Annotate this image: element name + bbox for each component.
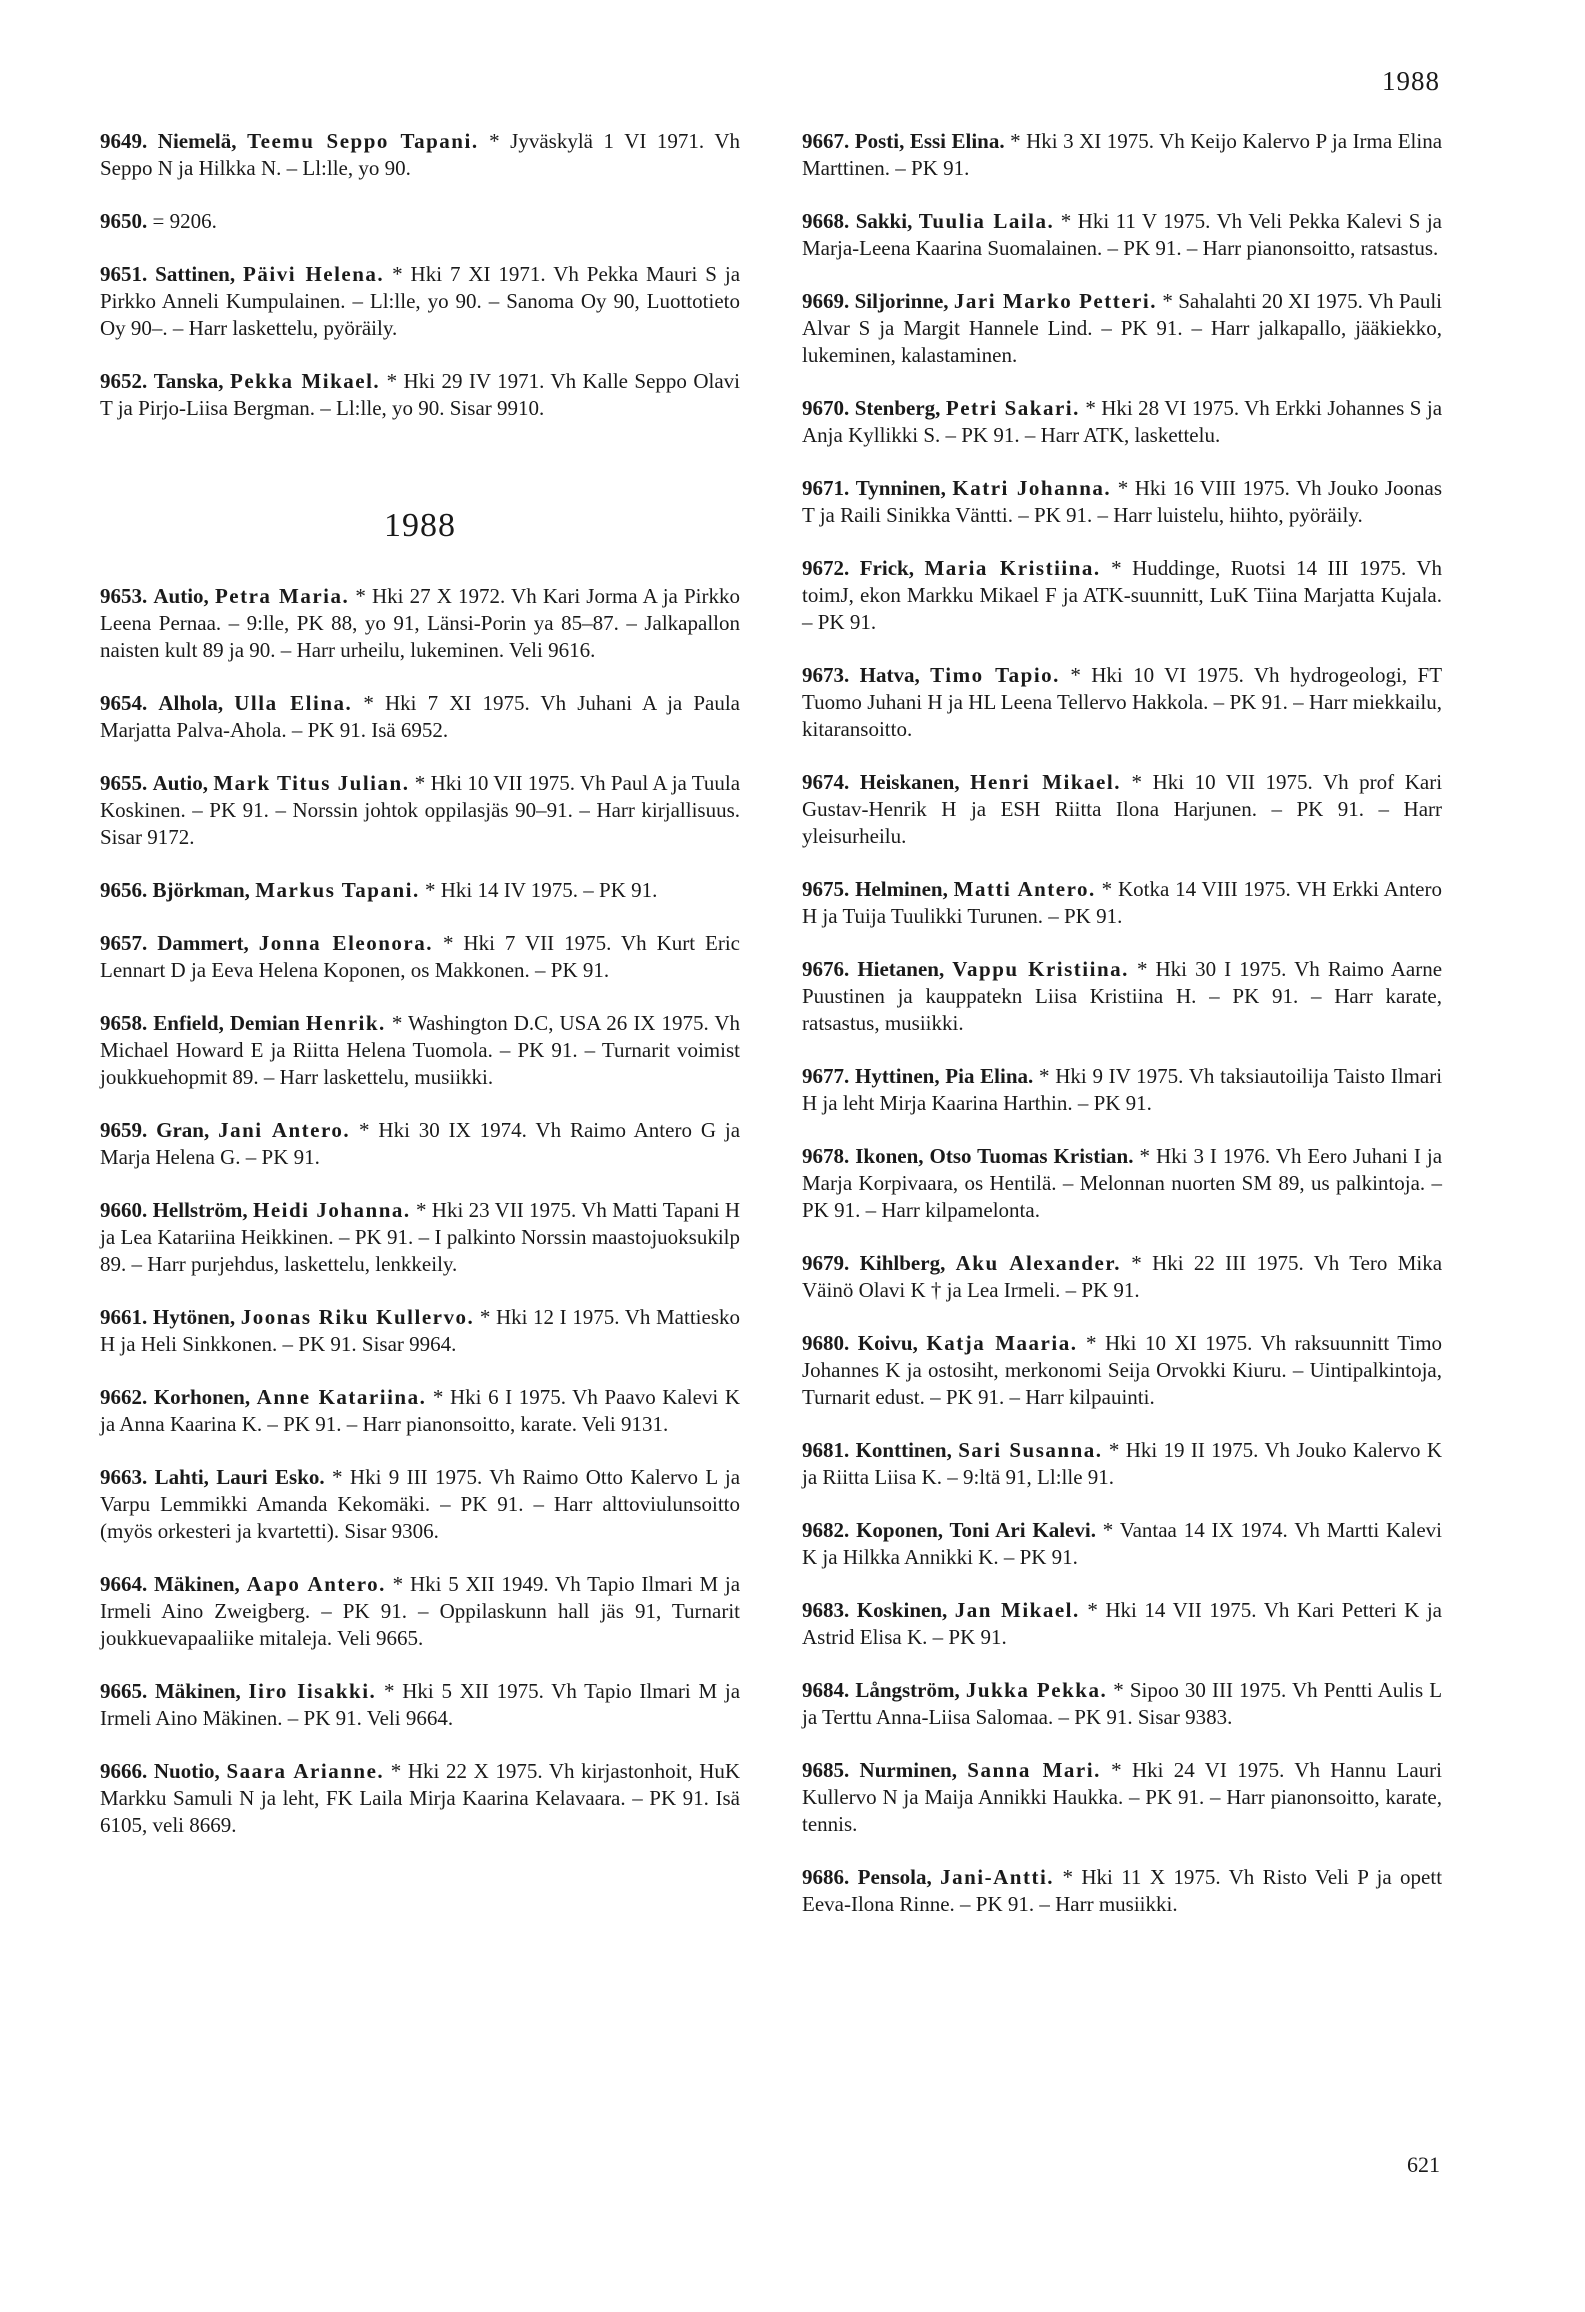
entry-given-names: Saara Arianne. — [226, 1759, 385, 1783]
register-entry — [100, 1571, 740, 1652]
entry-details: * Hki 27 X 1972. Vh Kari Jorma A ja Pirkko Leena Pernaa. – 9:lle, PK 88, yo 91, Länsi-Porin ya 85–87. – Jalkapallon naisten kult 89 ja 90. – Harr urheilu, lukeminen. Veli 9616. — [100, 584, 740, 662]
entry-surname: Helminen, — [855, 877, 948, 901]
entry-given-names: Henrik. — [305, 1011, 386, 1035]
entry-surname: Kihlberg, — [859, 1251, 946, 1275]
left-column — [100, 128, 740, 1865]
entry-number: 9674. — [802, 770, 850, 794]
entry-given-names: Aku Alexander. — [955, 1251, 1121, 1275]
entry-details: * Hki 11 X 1975. Vh Risto Veli P ja opett Eeva-Ilona Rinne. – PK 91. – Harr musiikki. — [802, 1865, 1443, 1916]
entry-details: * Hki 3 I 1976. Vh Eero Juhani I ja Marja Korpivaara, os Hentilä. – Melonnan nuorten SM 89, us palkintoja. – PK 91. – Harr kilpamelonta. — [802, 1144, 1443, 1222]
entry-surname: Hyttinen, Pia Elina. — [854, 1064, 1034, 1088]
entry-details: * Hki 5 XII 1949. Vh Tapio Ilmari M ja Irmeli Aino Zweigberg. – PK 91. – Oppilaskunn hall jäs 91, Turnarit joukkuevapaaliike mitaleja. Veli 9665. — [100, 1572, 741, 1650]
entry-surname: Lahti, Lauri Esko. — [154, 1465, 325, 1489]
entry-surname: Nurminen, — [859, 1758, 957, 1782]
register-entry — [100, 1010, 740, 1091]
entry-surname: Hietanen, — [857, 957, 945, 981]
entry-given-names: Matti Antero. — [953, 877, 1096, 901]
entry-given-names: Maria Kristiina. — [924, 556, 1101, 580]
entry-given-names: Ulla Elina. — [234, 691, 353, 715]
register-entry — [802, 475, 1442, 529]
entry-number: 9666. — [100, 1759, 148, 1783]
register-entry — [100, 208, 740, 235]
register-entry — [100, 690, 740, 744]
entry-details: * Hki 22 X 1975. Vh kirjastonhoit, HuK Markku Samuli N ja leht, FK Laila Mirja Kaarina Kelavaara. – PK 91. Isä 6105, veli 8669. — [100, 1759, 741, 1837]
entry-surname: Hellström, — [152, 1198, 248, 1222]
register-entry — [100, 877, 740, 904]
entry-details: * Hki 9 IV 1975. Vh taksiautoilija Taisto Ilmari H ja leht Mirja Kaarina Harthin. – PK 91. — [802, 1064, 1443, 1115]
entry-number: 9659. — [100, 1118, 148, 1142]
entry-number: 9684. — [802, 1678, 850, 1702]
register-entry — [100, 1304, 740, 1358]
entry-given-names: Jani-Antti. — [940, 1865, 1055, 1889]
entry-surname: Mäkinen, — [154, 1572, 240, 1596]
entry-surname: Långström, — [855, 1678, 960, 1702]
entry-number: 9680. — [802, 1331, 850, 1355]
entry-surname: Sattinen, — [155, 262, 236, 286]
entry-details: * Hki 12 I 1975. Vh Mattiesko H ja Heli Sinkkonen. – PK 91. Sisar 9964. — [100, 1305, 740, 1356]
entry-surname: Alhola, — [158, 691, 224, 715]
entry-surname: Stenberg, — [854, 396, 941, 420]
entry-number: 9654. — [100, 691, 148, 715]
entry-surname: Tanska, — [153, 369, 224, 393]
register-entry — [802, 555, 1442, 636]
entry-number: 9681. — [802, 1438, 850, 1462]
right-column — [802, 128, 1442, 1944]
entry-given-names: Katja Maaria. — [926, 1331, 1078, 1355]
register-entry — [802, 876, 1442, 930]
register-entry — [100, 1384, 740, 1438]
register-entry — [100, 1464, 740, 1545]
entry-details: = 9206. — [152, 209, 217, 233]
entry-given-names: Mark Titus Julian. — [213, 771, 410, 795]
entry-given-names: Katri Johanna. — [952, 476, 1112, 500]
entry-list-after — [100, 583, 740, 1839]
entry-number: 9649. — [100, 129, 148, 153]
entry-given-names: Vappu Kristiina. — [952, 957, 1129, 981]
register-entry — [100, 930, 740, 984]
entry-details: * Sipoo 30 III 1975. Vh Pentti Aulis L ja Terttu Anna-Liisa Salomaa. – PK 91. Sisar 9383. — [802, 1678, 1443, 1729]
entry-surname: Koponen, Toni Ari Kalevi. — [856, 1518, 1096, 1542]
entry-number: 9661. — [100, 1305, 148, 1329]
entry-number: 9673. — [802, 663, 850, 687]
entry-number: 9668. — [802, 209, 850, 233]
entry-surname: Hatva, — [859, 663, 920, 687]
year-section-heading: 1988 — [384, 507, 456, 544]
entry-details: * Huddinge, Ruotsi 14 III 1975. Vh toimJ, ekon Markku Mikael F ja ATK-suunnitt, LuK Tiina Marjatta Kujala. – PK 91. — [802, 556, 1442, 634]
entry-details: * Hki 9 III 1975. Vh Raimo Otto Kalervo L ja Varpu Lemmikki Amanda Kekomäki. – PK 91. – Harr alttoviulunsoitto (myös orkesteri ja kvartetti). Sisar 9306. — [100, 1465, 741, 1543]
entry-given-names: Heidi Johanna. — [253, 1198, 411, 1222]
entry-surname: Koivu, — [857, 1331, 918, 1355]
entry-given-names: Päivi Helena. — [243, 262, 385, 286]
register-entry — [802, 1330, 1442, 1411]
entry-surname: Sakki, — [855, 209, 913, 233]
entry-number: 9679. — [802, 1251, 850, 1275]
entry-number: 9656. — [100, 878, 148, 902]
entry-details: * Hki 3 XI 1975. Vh Keijo Kalervo P ja Irma Elina Marttinen. – PK 91. — [802, 129, 1443, 180]
entry-details: * Jyväskylä 1 VI 1971. Vh Seppo N ja Hilkka N. – Ll:lle, yo 90. — [100, 129, 740, 180]
page-header-year: 1988 — [1382, 66, 1440, 96]
entry-given-names: Tuulia Laila. — [918, 209, 1055, 233]
entry-details: * Hki 23 VII 1975. Vh Matti Tapani H ja Lea Katariina Heikkinen. – PK 91. – I palkinto Norssin maastojuoksukilp 89. – Harr purjehdus, laskettelu, lenkkeily. — [100, 1198, 741, 1276]
entry-details: * Hki 7 XI 1975. Vh Juhani A ja Paula Marjatta Palva-Ahola. – PK 91. Isä 6952. — [100, 691, 741, 742]
register-entry — [802, 1864, 1442, 1918]
entry-surname: Ikonen, Otso Tuomas Kristian. — [855, 1144, 1134, 1168]
entry-number: 9685. — [802, 1758, 850, 1782]
register-entry — [100, 1678, 740, 1732]
entry-details: * Hki 29 IV 1971. Vh Kalle Seppo Olavi T ja Pirjo-Liisa Bergman. – Ll:lle, yo 90. Sisar 9910. — [100, 369, 741, 420]
entry-details: * Vantaa 14 IX 1974. Vh Martti Kalevi K ja Hilkka Annikki K. – PK 91. — [802, 1518, 1442, 1569]
entry-surname: Pensola, — [857, 1865, 932, 1889]
register-entry — [802, 1677, 1442, 1731]
entry-given-names: Pekka Mikael. — [230, 369, 381, 393]
entry-surname: Hytönen, — [152, 1305, 236, 1329]
entry-number: 9658. — [100, 1011, 148, 1035]
entry-details: * Hki 24 VI 1975. Vh Hannu Lauri Kullervo N ja Maija Annikki Haukka. – PK 91. – Harr pianonsoitto, karate, tennis. — [802, 1758, 1442, 1836]
entry-number: 9652. — [100, 369, 148, 393]
entry-surname: Niemelä, — [157, 129, 237, 153]
entry-given-names: Jan Mikael. — [954, 1598, 1080, 1622]
entry-number: 9663. — [100, 1465, 148, 1489]
entry-given-names: Timo Tapio. — [930, 663, 1060, 687]
entry-details: * Hki 30 I 1975. Vh Raimo Aarne Puustinen ja kauppatekn Liisa Kristiina H. – PK 91. – Harr karate, ratsastus, musiikki. — [802, 957, 1443, 1035]
entry-surname: Enfield, Demian — [153, 1011, 300, 1035]
entry-surname: Heiskanen, — [859, 770, 960, 794]
entry-number: 9671. — [802, 476, 850, 500]
entry-number: 9676. — [802, 957, 850, 981]
entry-details: * Hki 6 I 1975. Vh Paavo Kalevi K ja Anna Kaarina K. – PK 91. – Harr pianonsoitto, karate. Veli 9131. — [100, 1385, 741, 1436]
entry-details: * Hki 5 XII 1975. Vh Tapio Ilmari M ja Irmeli Aino Mäkinen. – PK 91. Veli 9664. — [100, 1679, 741, 1730]
entry-details: * Hki 14 VII 1975. Vh Kari Petteri K ja Astrid Elisa K. – PK 91. — [802, 1598, 1442, 1649]
entry-given-names: Jari Marko Petteri. — [953, 289, 1157, 313]
entry-details: * Washington D.C, USA 26 IX 1975. Vh Michael Howard E ja Riitta Helena Tuomola. – PK 91. – Turnarit voimist joukkuehopmit 89. – Harr laskettelu, musiikki. — [100, 1011, 741, 1089]
register-entry — [802, 1143, 1442, 1224]
entry-number: 9662. — [100, 1385, 148, 1409]
register-entry — [802, 208, 1442, 262]
register-entry — [802, 128, 1442, 182]
entry-details: * Hki 10 VII 1975. Vh Paul A ja Tuula Koskinen. – PK 91. – Norssin johtok oppilasjäs 90–91. – Harr kirjallisuus. Sisar 9172. — [100, 771, 741, 849]
entry-number: 9678. — [802, 1144, 850, 1168]
entry-details: * Hki 7 VII 1975. Vh Kurt Eric Lennart D ja Eeva Helena Koponen, os Makkonen. – PK 91. — [100, 931, 741, 982]
entry-given-names: Teemu Seppo Tapani. — [247, 129, 479, 153]
entry-number: 9686. — [802, 1865, 850, 1889]
entry-given-names: Markus Tapani. — [255, 878, 420, 902]
register-entry — [100, 1117, 740, 1171]
entry-details: * Hki 10 XI 1975. Vh raksuunnitt Timo Johannes K ja ostosiht, merkonomi Seija Orvokki Kiuru. – Uintipalkintoja, Turnarit edust. – PK 91. – Harr kilpauinti. — [802, 1331, 1443, 1409]
entry-surname: Mäkinen, — [154, 1679, 241, 1703]
entry-details: * Hki 10 VI 1975. Vh hydrogeologi, FT Tuomo Juhani H ja HL Leena Tellervo Hakkola. – PK 91. – Harr miekkailu, kitaransoitto. — [802, 663, 1443, 741]
entry-details: * Hki 19 II 1975. Vh Jouko Kalervo K ja Riitta Liisa K. – 9:ltä 91, Ll:lle 91. — [802, 1438, 1443, 1489]
register-entry — [802, 1757, 1442, 1838]
entry-details: * Hki 11 V 1975. Vh Veli Pekka Kalevi S ja Marja-Leena Kaarina Suomalainen. – PK 91. – Harr pianonsoitto, ratsastus. — [802, 209, 1442, 260]
entry-surname: Korhonen, — [153, 1385, 251, 1409]
register-entry — [802, 956, 1442, 1037]
entry-surname: Tynninen, — [855, 476, 946, 500]
entry-given-names: Jani Antero. — [218, 1118, 351, 1142]
register-entry — [802, 288, 1442, 369]
entry-list-right — [802, 128, 1442, 1918]
register-entry — [100, 1197, 740, 1278]
entry-details: * Hki 10 VII 1975. Vh prof Kari Gustav-Henrik H ja ESH Riitta Ilona Harjunen. – PK 91. – Harr yleisurheilu. — [802, 770, 1443, 848]
entry-given-names: Iiro Iisakki. — [248, 1679, 377, 1703]
entry-given-names: Aapo Antero. — [246, 1572, 386, 1596]
entry-given-names: Sari Susanna. — [958, 1438, 1103, 1462]
register-entry — [100, 1758, 740, 1839]
entry-given-names: Joonas Riku Kullervo. — [240, 1305, 475, 1329]
entry-given-names: Petri Sakari. — [945, 396, 1080, 420]
entry-given-names: Petra Maria. — [214, 584, 350, 608]
entry-number: 9667. — [802, 129, 850, 153]
entry-details: * Hki 7 XI 1971. Vh Pekka Mauri S ja Pirkko Anneli Kumpulainen. – Ll:lle, yo 90. – Sanoma Oy 90, Luottotieto Oy 90–. – Harr laskettelu, pyöräily. — [100, 262, 741, 340]
page-number: 621 — [1407, 2152, 1440, 2177]
entry-number: 9651. — [100, 262, 148, 286]
entry-number: 9657. — [100, 931, 148, 955]
entry-details: * Hki 28 VI 1975. Vh Erkki Johannes S ja Anja Kyllikki S. – PK 91. – Harr ATK, laskettelu. — [802, 396, 1443, 447]
register-entry — [802, 1063, 1442, 1117]
entry-details: * Hki 16 VIII 1975. Vh Jouko Joonas T ja Raili Sinikka Väntti. – PK 91. – Harr luistelu, hiihto, pyöräily. — [802, 476, 1443, 527]
register-entry — [802, 1517, 1442, 1571]
register-entry — [100, 583, 740, 664]
entry-details: * Sahalahti 20 XI 1975. Vh Pauli Alvar S ja Margit Hannele Lind. – PK 91. – Harr jalkapallo, jääkiekko, lukeminen, kalastaminen. — [802, 289, 1442, 367]
entry-surname: Siljorinne, — [854, 289, 949, 313]
entry-given-names: Jukka Pekka. — [965, 1678, 1108, 1702]
entry-surname: Konttinen, — [855, 1438, 952, 1462]
entry-given-names: Jonna Eleonora. — [258, 931, 433, 955]
register-entry — [100, 128, 740, 182]
entry-given-names: Anne Katariina. — [256, 1385, 427, 1409]
entry-number: 9682. — [802, 1518, 850, 1542]
entry-number: 9660. — [100, 1198, 148, 1222]
register-entry — [100, 368, 740, 422]
entry-details: * Hki 22 III 1975. Vh Tero Mika Väinö Olavi K † ja Lea Irmeli. – PK 91. — [802, 1251, 1443, 1302]
register-entry — [802, 1597, 1442, 1651]
entry-surname: Björkman, — [152, 878, 250, 902]
entry-number: 9672. — [802, 556, 850, 580]
entry-number: 9669. — [802, 289, 850, 313]
entry-number: 9653. — [100, 584, 148, 608]
entry-number: 9670. — [802, 396, 850, 420]
entry-surname: Autio, — [153, 584, 209, 608]
entry-surname: Koskinen, — [856, 1598, 948, 1622]
register-entry — [802, 769, 1442, 850]
entry-given-names: Henri Mikael. — [970, 770, 1121, 794]
entry-number: 9650. — [100, 209, 148, 233]
entry-number: 9655. — [100, 771, 148, 795]
entry-list-before — [100, 128, 740, 422]
entry-surname: Dammert, — [157, 931, 249, 955]
entry-number: 9683. — [802, 1598, 850, 1622]
entry-details: * Hki 30 IX 1974. Vh Raimo Antero G ja Marja Helena G. – PK 91. — [100, 1118, 741, 1169]
entry-surname: Frick, — [859, 556, 914, 580]
register-entry — [802, 1437, 1442, 1491]
entry-details: * Kotka 14 VIII 1975. VH Erkki Antero H ja Tuija Tuulikki Turunen. – PK 91. — [802, 877, 1442, 928]
entry-given-names: Sanna Mari. — [967, 1758, 1101, 1782]
entry-surname: Nuotio, — [153, 1759, 220, 1783]
register-entry — [100, 261, 740, 342]
entry-surname: Gran, — [156, 1118, 210, 1142]
register-entry — [802, 662, 1442, 743]
entry-details: * Hki 14 IV 1975. – PK 91. — [425, 878, 658, 902]
entry-surname: Posti, Essi Elina. — [854, 129, 1005, 153]
register-entry — [100, 770, 740, 851]
entry-surname: Autio, — [152, 771, 208, 795]
entry-number: 9665. — [100, 1679, 148, 1703]
register-entry — [802, 395, 1442, 449]
entry-number: 9677. — [802, 1064, 850, 1088]
register-entry — [802, 1250, 1442, 1304]
entry-number: 9664. — [100, 1572, 148, 1596]
entry-number: 9675. — [802, 877, 850, 901]
